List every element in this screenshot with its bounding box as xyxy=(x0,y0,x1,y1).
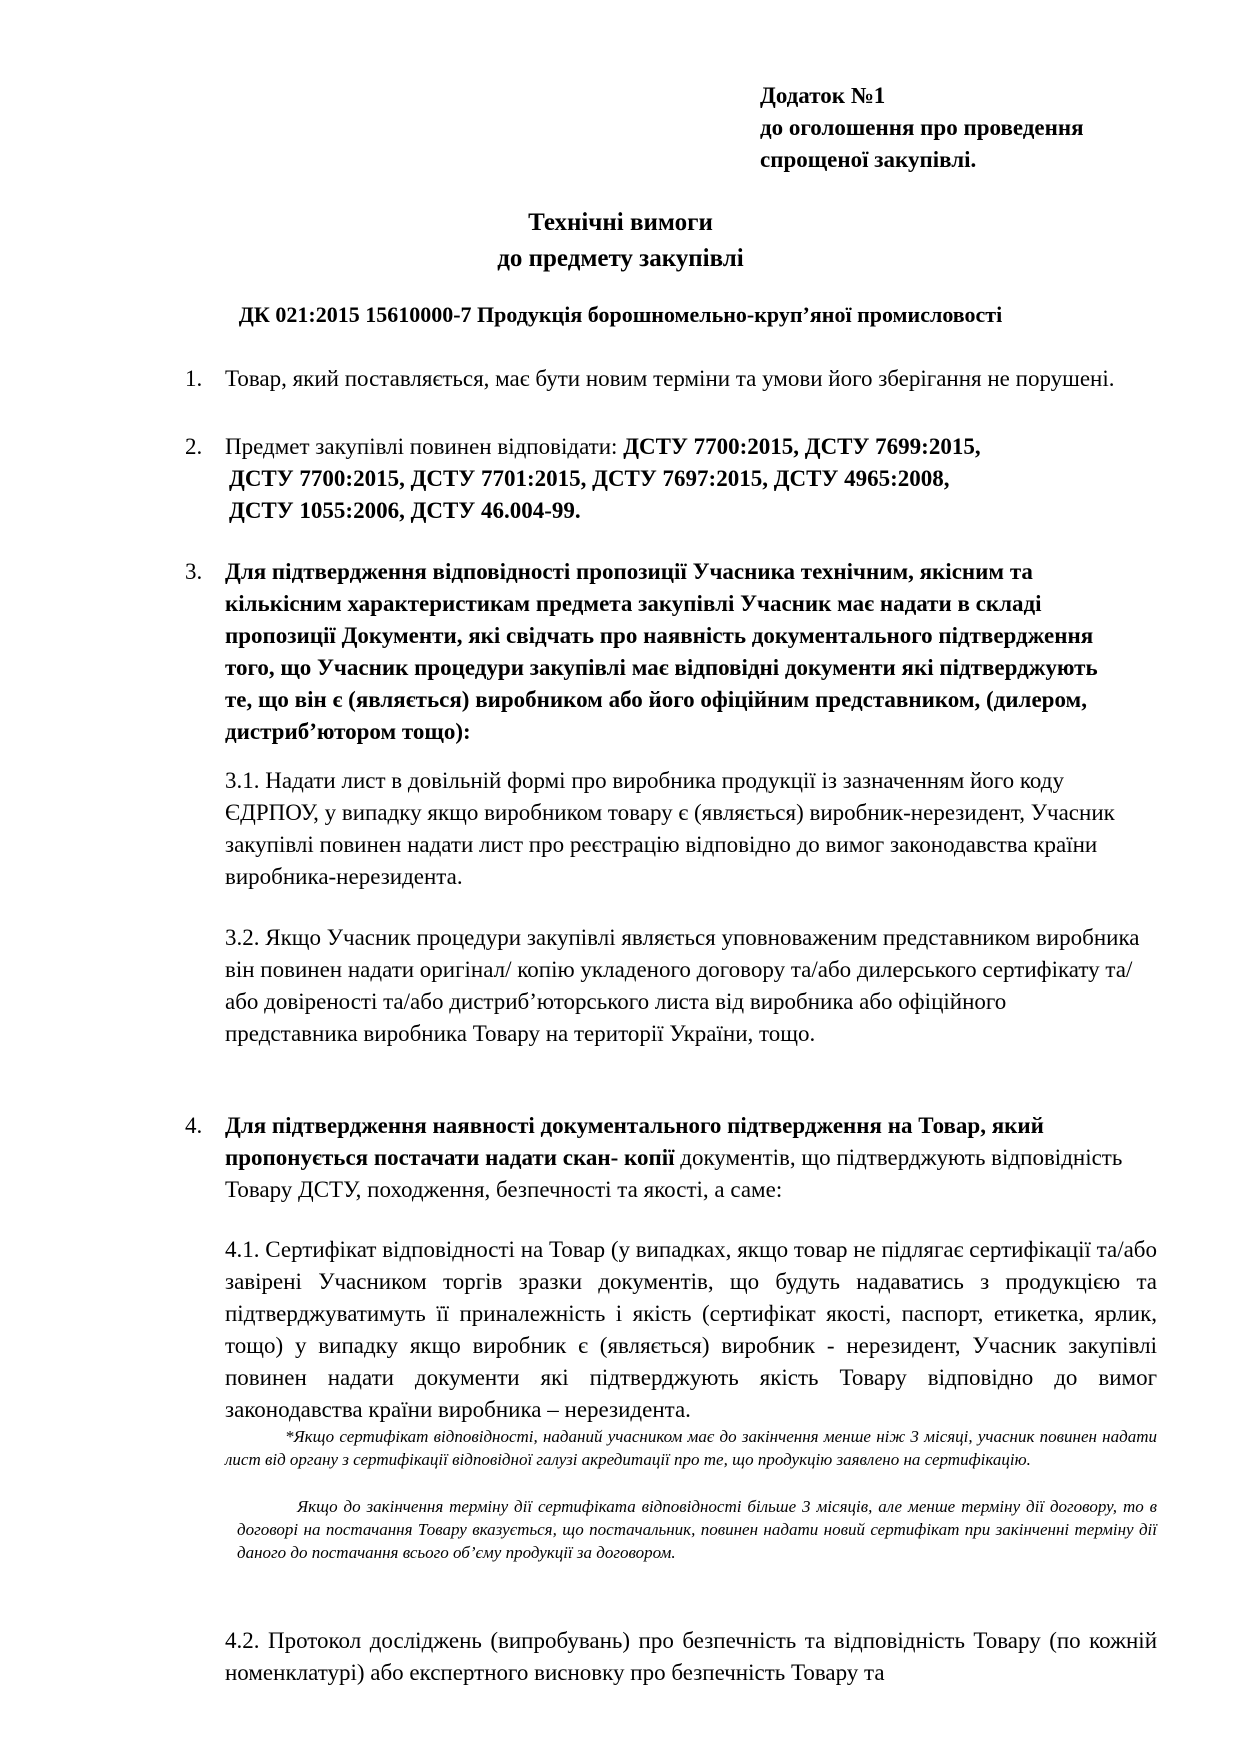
annex-line-1: Додаток №1 xyxy=(760,83,886,108)
title-line-2: до предмету закупівлі xyxy=(497,245,744,272)
standards-line-1: ДСТУ 7700:2015, ДСТУ 7699:2015, xyxy=(623,434,981,459)
standards-line-2: ДСТУ 7700:2015, ДСТУ 7701:2015, ДСТУ 7697:2015, ДСТУ 4965:2008, xyxy=(229,466,950,491)
item-text: Товар, який поставляється, має бути новим терміни та умови його зберігання не порушені. xyxy=(225,366,1115,391)
item-number: 2. xyxy=(185,434,203,459)
classification-code: ДК 021:2015 15610000-7 Продукція борошномельно-круп’яної промисловості xyxy=(238,302,1003,327)
annex-line-3: спрощеної закупівлі. xyxy=(760,147,977,172)
item-text-bold: Для підтвердження наявності документального підтвердження на Товар, який пропонується постачати надати скан- копії xyxy=(225,1113,1044,1170)
standards-line-3: ДСТУ 1055:2006, ДСТУ 46.004-99. xyxy=(229,498,581,523)
footnote-contract: Якщо до закінчення терміну дії сертифіката відповідності більше 3 місяців, але менше терміну дії договору, то в договорі на постачання Товару вказується, що постачальник, повинен надати новий сертифікат при закінченні терміну дії даного до постачання всього об’єму продукції за договором. xyxy=(237,1497,1157,1562)
sub-item-4-1: 4.1. Сертифікат відповідності на Товар (у випадках, якщо товар не підлягає сертифікації та/або завірені Учасником торгів зразки документів, що будуть надаватись з продукцією та підтверджуватимуть її приналежність і якість (сертифікат якості, паспорт, етикетка, ярлик, тощо) у випадку якщо виробник є (являється) виробник - нерезидент, Учасник закупівлі повинен надати документи які підтверджують якість Товару відповідно до вимог законодавства країни виробника – нерезидента. xyxy=(225,1237,1157,1422)
item-number: 3. xyxy=(185,559,203,584)
annex-line-2: до оголошення про проведення xyxy=(760,115,1084,140)
document-title xyxy=(0,205,1241,277)
footnote-certificate: *Якщо сертифікат відповідності, наданий учасником має до закінчення менше ніж 3 місяці, учасник повинен надати лист від органу з сертифікації відповідної галузі акредитації про те, що продукцію заявлено на сертифікацію. xyxy=(225,1427,1157,1469)
item-number: 1. xyxy=(185,366,203,391)
sub-item-4-2: 4.2. Протокол досліджень (випробувань) про безпечність та відповідність Товару (по кожній номенклатурі) або експертного висновку про безпечність Товару та xyxy=(225,1628,1157,1685)
sub-item-3-1: 3.1. Надати лист в довільній формі про виробника продукції із зазначенням його коду ЄДРПОУ, у випадку якщо виробником товару є (являється) виробник-нерезидент, Учасник закупівлі повинен надати лист про реєстрацію відповідно до вимог законодавства країни виробника-нерезидента. xyxy=(225,768,1115,889)
annex-header xyxy=(760,80,1200,176)
item-number: 4. xyxy=(185,1113,203,1138)
title-line-1: Технічні вимоги xyxy=(528,209,713,236)
sub-item-3-2: 3.2. Якщо Учасник процедури закупівлі являється уповноваженим представником виробника він повинен надати оригінал/ копію укладеного договору та/або дилерського сертифікату та/або довіреності та/або дистриб’юторського листа від виробника або офіційного представника виробника Товару на території України, тощо. xyxy=(225,925,1140,1046)
item-text: документів, що підтверджують відповідність Товару ДСТУ, походження, безпечності та якості, а саме: xyxy=(225,1145,1123,1202)
item-text: Предмет закупівлі повинен відповідати: xyxy=(225,434,624,459)
item-text: Для підтвердження відповідності пропозиції Учасника технічним, якісним та кількісним характеристикам предмета закупівлі Учасник має надати в складі пропозиції Документи, які свідчать про наявність документального підтвердження того, що Учасник процедури закупівлі має відповідні документи які підтверджують те, що він є (являється) виробником або його офіційним представником, (дилером, дистриб’ютором тощо): xyxy=(225,559,1098,744)
